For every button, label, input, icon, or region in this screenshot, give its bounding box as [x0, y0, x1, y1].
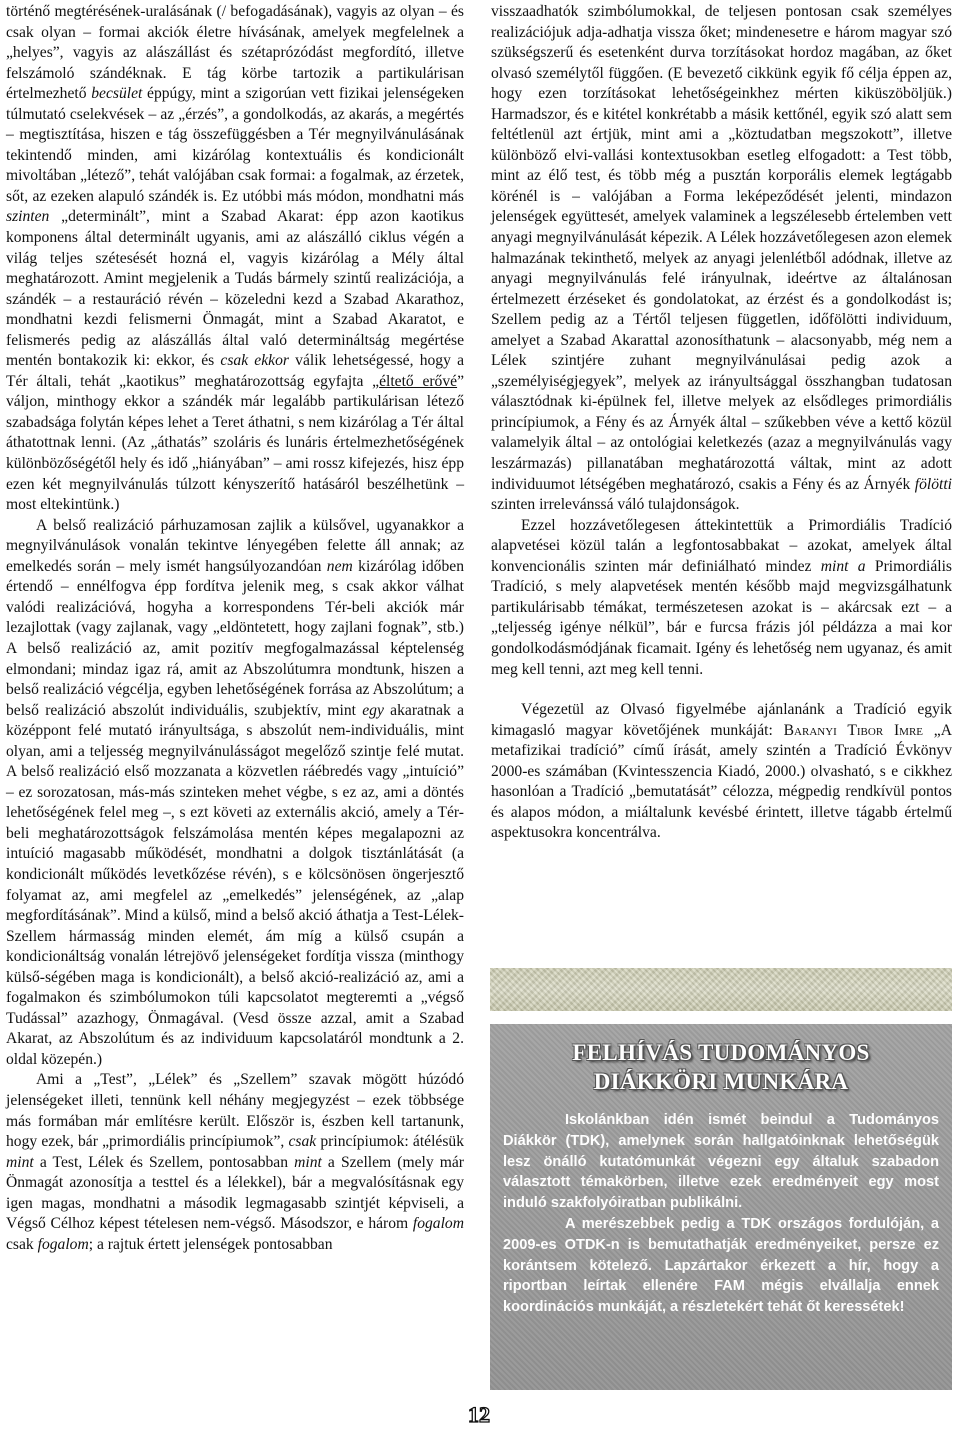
text-run: szinten irrelevánssá váló tulajdonságok.	[491, 496, 740, 514]
page-number: 12	[468, 1402, 490, 1427]
italic-text: fogalom	[412, 1215, 464, 1233]
text-run: „A metafizikai tradíció” című írását, amely szintén a Tradíció Évkönyv 2000-es számában (Kvintesszencia Kiadó, 2000.) olvasható, s e cikkhez hasonlóan a Tradíció „bemutatását” célozza, mégpedig rendkívül pontos és alapos módon, a miáltalunk kevésbé érintett, illetve tágabb értelmű aspektusokra koncentrálva.	[491, 721, 952, 842]
text-run: Ami a „Test”, „Lélek” és „Szellem” szavak mögött húzódó jelenségeket illeti, tennünk kell néhány megjegyzést – ezek többsége más formában már említésre került. Először is, észben kell tartanunk, hogy ezek, bár „primordiális princípiumok”,	[6, 1071, 464, 1151]
text-run: ” váljon, minthogy ekkor a szándék már legalább partikulárisan létező szabadsága folytán képes lehet a Teret áthatni, s nem kizárólag a Tér által áthatottnak lenni. (Az „áthatás” szoláris és lunáris értelmezhetőségének különbözőségétől hely és idő „hiányában” – ami rossz kifejezés, hisz épp ezen két megnyilvánulás túlzott kényszerítő hatásáról beszélhetünk – most eltekintünk.)	[6, 372, 464, 514]
text-run: a Test, Lélek és Szellem, pontosabban	[33, 1153, 295, 1171]
author-name: Baranyi Tibor Imre	[783, 721, 923, 739]
text-run: Végezetül az Olvasó figyelmébe ajánlanánk a Tradíció egyik kimagasló magyar követőjének munkáját:	[491, 701, 952, 739]
italic-text: mint	[6, 1153, 34, 1171]
text-run: ; a rajtuk értett jelenségek pontosabban	[88, 1235, 333, 1253]
text-run: csak	[6, 1235, 38, 1253]
notice-paragraph-1: Iskolánkban idén ismét beindul a Tudományos Diákkör (TDK), amelynek során hallgatóinknak lehetőségük lesz önálló kutatómunkát végezni egy általuk szabadon választott témakörben, illetve ezek eredményeit egy most induló szakfolyóiratban publikálni.	[503, 1112, 939, 1212]
paragraph	[491, 700, 952, 844]
paragraph	[6, 1070, 464, 1255]
notice-body	[503, 1110, 939, 1318]
right-text-column	[491, 2, 952, 844]
text-run: Ezzel hozzávetőlegesen áttekintettük a Primordiális Tradíció alapvetései közül talán a legfontosabbakat – azokat, amelyek által konvencionális szinten már definiálható mindez	[491, 516, 952, 575]
left-text-column	[6, 2, 464, 1255]
paragraph	[6, 2, 464, 516]
italic-text: nem	[326, 557, 353, 575]
text-run: visszaadhatók szimbólumokkal, de teljesen pontosan csak személyes realizációjuk adja-adhatja vissza őket; mindenesetre e három magyar szó szükségszerű és esetenként durva torzításokat hordoz magában, az őket olvasó személytől függően. (E bevezető cikkünk egyik fő célja éppen az, hogy ezen torzításokat lehetőségeinkhez mérten kiküszöböljük.) Harmadszor, és e kitétel konkrétabb a másik kettőnél, egyik szó alatt sem feltétlenül azt értjük, mint ami a „köztudatban megszokott”, illetve különböző elvi-vallási kontextusokban esetleg elfogadott: a Test több, mint az élő test, és több még a pusztán korporális elemek legtágabb körénél is – valójában a Forma leképeződését jelenti, mindazon jelenségek együttesét, amelyek valaminek a legszélesebb értelemben vett anyagi megnyilvánulását képezik. A Lélek hozzávetőlegesen azon elemek halmazának tekinthető, melyek az anyagi jelenlétből adódnak, illetve az anyagi megnyilvánulás felé irányulnak, ideértve az általánosan értelmezett érzéseket és gondolatokat, az érzést és a gondolkodást is; Szellem pedig az a Tértől teljesen független, időfölötti individuum, amelyet a Szabad Akarattal azonosíthatunk – alacsonyabb, még nem a Lélek szintjére zuhant megnyilvánulásai pedig azok a „személyiségjegyek”, melyek az irányultsággal összhangban tudatosan választódnak ki-épülnek fel, illetve melyek az elsődleges primordiális princípiumok, a Fény és az Árnyék által – szűkebben véve a kettő közül valamelyik által – az ontológiai keletkezés (azaz a megnyilvánulás vagy leszármazás) pillanatában meghatározottá váltak, mint az adott individuumot létségében meghatározó, csakis a Fény és az Árnyék	[491, 3, 952, 493]
text-run: a Szellem (mely már Önmagát azonosítja a testtel és a lélekkel), bár a megvalósításnak egy igen magas, mondhatni a második legmagasabb szintjét képviseli, a Végső Célhoz képest tételesen nem-végső. Másodszor, e három	[6, 1153, 464, 1233]
text-run: éppúgy, mint a szigorúan vett fizikai jelenségeken túlmutató cselekvések – az „érzés”, a gondolkodás, az akarás, a megértés – megtisztítása, hiszen e tág összefüggésben a Tér megnyilvánulásának tekintendő minden, ami kizárólag kontextuális és kondicionált mivoltában „létező”, tehát valójában csak formai: a fogalmak, az érzetek, sőt, az ezeken alapuló szándék is. Ez utóbbi más módon, mondhatni más	[6, 85, 464, 205]
text-run: akaratnak a középpont felé mutató irányultsága, s abszolút nem-individuális, mint olyan, ami a teljesség megnyilvánulásságot megelőző szintje felé mutat. A belső realizáció első mozzanata a közvetlen ráébredés vagy „intuíció” – ez sorozatosan, más-más szinteken mehet végbe, s ez az, ami a döntés lehetőségének felel meg –, s ezt követi az externális akció, amely a Tér-beli meghatározottságok felszámolása mentén képes megalapozni az intuíció magasabb működését, mondhatni a dolgok tisztánlátását (a kondicionált működés levetkőzése révén), s e kölcsönösen öngerjesztő folyamat az, ami megfelel az „emelkedés” jelenségének, az „alap megfordításának”. Mind a külső, mind a belső akció áthatja a Test-Lélek-Szellem hármasság minden elemét, ám míg a külső csupán a kondicionáltság vonalán létrejövő jelenségeket fordítja vissza (minthogy külső-ségében maga is kondicionált), a belső akció-realizáció az, ami a fogalmakon és szimbólumokon túli kapcsolatot megteremti a „végső Tudással” azazhogy, Önmagával. (Vesd össze azzal, amit a Szabad Akarat, az Abszolútum és az individuum kapcsolatáról mondtunk a 2. oldal közepén.)	[6, 701, 464, 1068]
italic-text: szinten	[6, 208, 50, 226]
italic-text: mint	[294, 1153, 322, 1171]
italic-text: becsület	[91, 85, 143, 103]
italic-text: fölötti	[914, 475, 952, 493]
notice-title-line2: DIÁKKÖRI MUNKÁRA	[593, 1069, 849, 1094]
notice-box	[490, 1024, 952, 1390]
notice-title	[490, 1038, 952, 1096]
paragraph	[491, 516, 952, 680]
italic-text: fogalom	[37, 1235, 89, 1253]
text-run: kizárólag időben értendő – ennélfogva épp fordítva jelenik meg, s csak akkor válhat valódi realizációvá, hogyha a korrespondens Tér-beli akciók már lezajlottak (vagy zajlanak, vagy „eldöntetett, hogy zajlani fognak”, stb.) A belső realizáció az, amit pozitív megfogalmazással képtelenség elmondani; mindaz igaz rá, amit az Abszolútumra mondtunk, hiszen a belső realizáció végcélja, egyben lehetőségének forrása az Abszolútum; a belső realizáció abszolút individuális, szubjektív, mint	[6, 557, 464, 719]
text-run: A belső realizáció párhuzamosan zajlik a külsővel, ugyanakkor a megnyilvánulások vonalán tekintve lényegében felette áll annak; az emelkedés során – mely ismét hangsúlyozandóan	[6, 516, 464, 575]
text-run: történő megtérésének-uralásának (/ befogadásának), vagyis az olyan – és csak olyan – formai akciók életre hívásának, amelyek megfelelnek a „helyes”, vagyis az alászállást és szétaprózódást megfordító, illetve felszámoló szándéknak. E tág körbe tartozik a partikulárisan értelmezhető	[6, 3, 464, 103]
text-run: Primordiális Tradíció, s mely alapvetések mentén később majd megvizsgálhatunk partikulárisabb témákat, természetesen azokat is – akárcsak ezt – a „teljesség igénye nélkül”, bár e furcsa frázis jól példázza a mai kor gondolkodásmódjának ficamait. Igény és lehetőség nem ugyanaz, és amit meg kell tenni, azt meg kell tenni.	[491, 557, 953, 678]
paragraph	[491, 2, 952, 516]
paragraph	[6, 516, 464, 1071]
notice-paragraph-2: A merészebbek pedig a TDK országos fordulóján, a 2009-es OTDK-n is bemutathatják eredményeiket, persze ez korántsem kötelező. Lapzártakor érkezett a hír, hogy a riportban leírtak ellenére FAM mégis elvállalja ennek koordinációs munkáját, a részletekért tehát őt keressétek!	[503, 1215, 939, 1316]
italic-text: egy	[362, 701, 384, 719]
underlined-text: éltető erővé	[379, 372, 458, 390]
text-run: „determinált”, mint a Szabad Akarat: épp azon kaotikus komponens által determinált ugyanis, ami az alászálló ciklus végén a világ teljes szétesését hozná el, vagyis kizárólag a Mély által meghatározott. Amint megjelenik a Tudás bármely szintű realizációja, a szándék – a restauráció révén – közeledni kezd a Szabad Akarathoz, mondhatni kezdi felismerni Önmagát, mint a Szabad Akaratot, e felismerés pedig az alászállás által való determináltság megértése mentén bontakozik ki: ekkor, és	[6, 208, 464, 370]
italic-text: csak ekkor	[220, 352, 289, 370]
italic-text: mint a	[820, 557, 866, 575]
italic-text: csak	[288, 1133, 317, 1151]
text-run: válik lehetségessé, hogy a Tér általi, tehát „kaotikus” meghatározottság egyfajta „	[6, 352, 464, 390]
notice-title-line1: FELHÍVÁS TUDOMÁNYOS	[572, 1040, 870, 1065]
decorative-banner	[490, 968, 952, 1011]
text-run: princípiumok: átélésük	[316, 1133, 464, 1151]
